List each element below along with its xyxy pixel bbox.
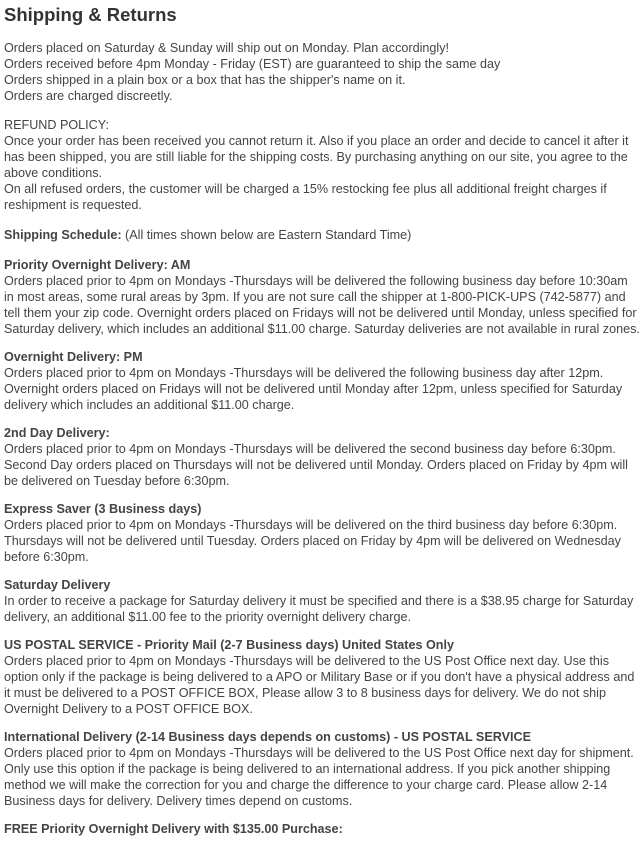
section-heading: Priority Overnight Delivery: AM: [4, 258, 191, 272]
shipping-schedule-section: [4, 227, 641, 243]
section-heading: 2nd Day Delivery:: [4, 426, 110, 440]
refund-policy-text: Once your order has been received you cannot return it. Also if you place an order and decide to cancel it after it has been shipped, you are still liable for the shipping costs. By purchasing anything on our site, you agree to the above conditions.: [4, 134, 629, 180]
section-body: Orders placed prior to 4pm on Mondays -Thursdays will be delivered the following business day after 12pm. Overnight orders placed on Fridays will not be delivered until Monday after 12pm, unless specified for Saturday delivery which includes an additional $11.00 charge.: [4, 366, 623, 412]
refund-policy-heading: REFUND POLICY:: [4, 118, 109, 132]
intro-line: Orders shipped in a plain box or a box that has the shipper's name on it.: [4, 73, 406, 87]
intro-block: [4, 40, 641, 104]
section-body: Orders placed prior to 4pm on Mondays -Thursdays will be delivered on the third business day before 6:30pm. Thursdays will not be delivered until Tuesday. Orders placed on Friday by 4pm will be delivered on Wednesday before 6:30pm.: [4, 518, 621, 564]
shipping-schedule-heading: Shipping Schedule:: [4, 228, 122, 242]
refund-policy-section: [4, 117, 641, 213]
section-body: Orders placed prior to 4pm on Mondays -Thursdays will be delivered the second business day before 6:30pm. Second Day orders placed on Thursdays will not be delivered until Monday. Orders placed on Friday by 4pm will be delivered on Tuesday before 6:30pm.: [4, 442, 628, 488]
section-body: Orders placed prior to 4pm on Mondays -Thursdays will be delivered to the US Post Office next day for shipment. Only use this option if the package is being delivered to an international address. If you pick another shipping method we will make the correction for you and charge the difference to your charge card. Please allow 2-14 Business days for delivery. Delivery times depend on customs.: [4, 746, 634, 808]
international-delivery-section: [4, 729, 641, 809]
overnight-pm-section: [4, 349, 641, 413]
page-title: Shipping & Returns: [4, 4, 177, 25]
section-body: Orders placed prior to 4pm on Mondays -Thursdays will be delivered the following business day before 10:30am in most areas, some rural areas by 3pm. If you are not sure call the shipper at 1-800-PICK-UPS (742-5877) and tell them your zip code. Overnight orders placed on Fridays will not be delivered until Monday, unless specified for Saturday delivery, which includes an additional $11.00 charge. Saturday deliveries are not available in rural zones.: [4, 274, 640, 336]
section-heading: FREE Priority Overnight Delivery with $135.00 Purchase:: [4, 822, 343, 836]
section-heading: Express Saver (3 Business days): [4, 502, 202, 516]
refund-policy-refused-text: On all refused orders, the customer will be charged a 15% restocking fee plus all additional freight charges if reshipment is requested.: [4, 182, 607, 212]
section-body: Orders placed prior to 4pm on Mondays -Thursdays will be delivered to the US Post Office next day. Use this option only if the package is being delivered to a APO or Military Base or if you don't have a physical address and it must be delivered to a POST OFFICE BOX, Please allow 3 to 8 business days for delivery. We do not ship Overnight Delivery to a POST OFFICE BOX.: [4, 654, 635, 716]
second-day-section: [4, 425, 641, 489]
priority-overnight-section: [4, 257, 641, 337]
section-body: In order to receive a package for Saturday delivery it must be specified and there is a $38.95 charge for Saturday delivery, an additional $11.00 fee to the priority overnight delivery charge.: [4, 594, 634, 624]
free-overnight-section: [4, 821, 641, 837]
usps-priority-section: [4, 637, 641, 717]
intro-line: Orders are charged discreetly.: [4, 89, 173, 103]
section-heading: Overnight Delivery: PM: [4, 350, 143, 364]
intro-line: Orders placed on Saturday & Sunday will ship out on Monday. Plan accordingly!: [4, 41, 449, 55]
express-saver-section: [4, 501, 641, 565]
saturday-delivery-section: [4, 577, 641, 625]
section-heading: International Delivery (2-14 Business days depends on customs) - US POSTAL SERVICE: [4, 730, 531, 744]
intro-line: Orders received before 4pm Monday - Friday (EST) are guaranteed to ship the same day: [4, 57, 501, 71]
shipping-schedule-note: (All times shown below are Eastern Standard Time): [121, 228, 412, 242]
section-heading: US POSTAL SERVICE - Priority Mail (2-7 Business days) United States Only: [4, 638, 454, 652]
section-heading: Saturday Delivery: [4, 578, 111, 592]
